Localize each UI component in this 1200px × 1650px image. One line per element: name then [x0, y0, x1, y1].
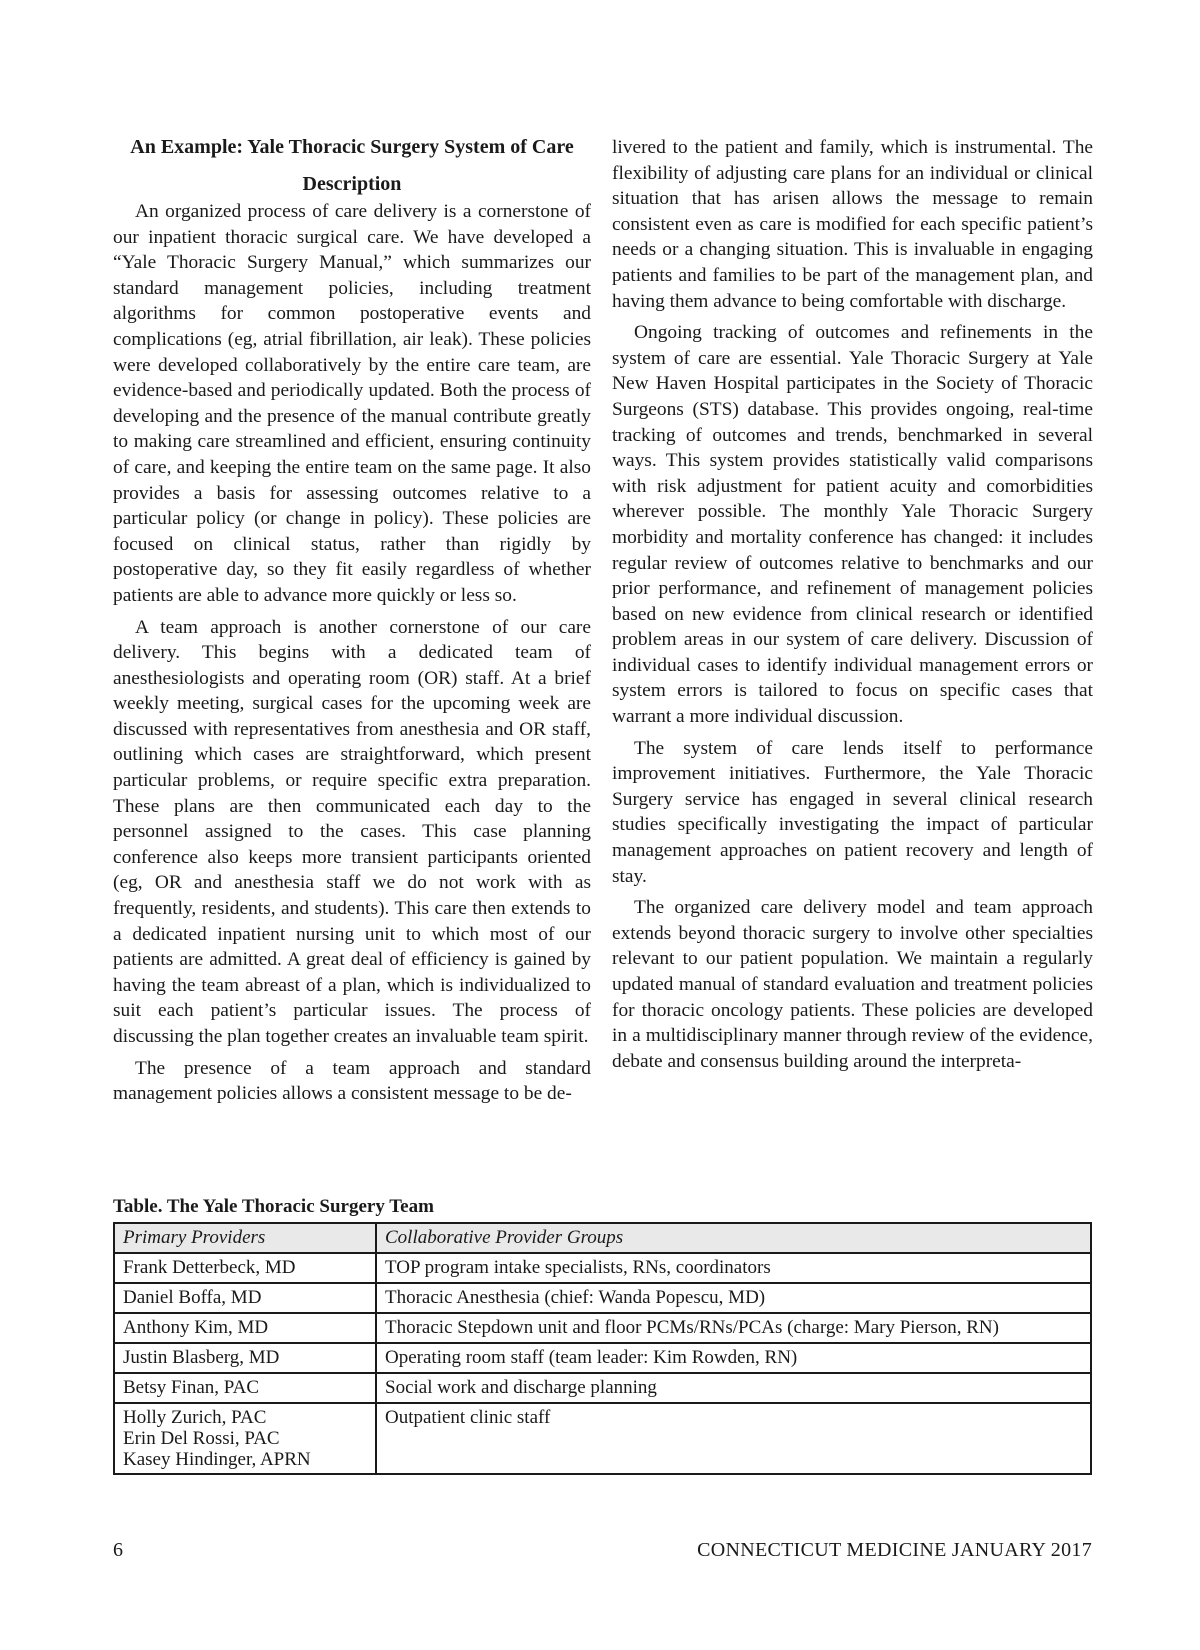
- paragraph: Ongoing tracking of outcomes and refinements in the system of care are essential. Yale Thoracic Surgery at Yale New Haven Hospital participates in the Society of Thoracic Surgeons (STS) database. This provides ongoing, real-time tracking of outcomes and trends, benchmarked in several ways. This system provides statistically valid comparisons with risk adjustment for patient acuity and comorbidities wherever possible. The monthly Yale Thoracic Surgery morbidity and mortality conference has changed: it includes regular review of outcomes relative to benchmarks and our prior performance, and refinement of management policies based on new evidence from clinical research or identified problem areas in our system of care delivery. Discussion of individual cases to identify individual management errors or system errors is tailored to focus on specific cases that warrant a more individual discussion.: [612, 322, 1093, 728]
- table-caption: Table. The Yale Thoracic Surgery Team: [113, 1196, 434, 1217]
- table-row: [114, 1403, 1091, 1474]
- provider-name: Erin Del Rossi, PAC: [123, 1428, 280, 1449]
- paragraph: A team approach is another cornerstone of our care delivery. This begins with a dedicated team of anesthesiologists and operating room (OR) staff. At a brief weekly meeting, surgical cases for the upcoming week are discussed with representatives from anesthesia and OR staff, outlining which cases are straightforward, which present particular problems, or require specific extra preparation. These plans are then communicated each day to the personnel assigned to the cases. This case planning conference also keeps more transient participants oriented (eg, OR and anesthesia staff we do not work with as frequently, residents, and students). This care then extends to a dedicated inpatient nursing unit to which most of our patients are admitted. A great deal of efficiency is gained by having the team abreast of a plan, which is individualized to suit each patient’s particular issues. The process of discussing the plan together creates an invaluable team spirit.: [113, 616, 591, 1047]
- running-footer: CONNECTICUT MEDICINE JANUARY 2017: [697, 1539, 1092, 1561]
- table-cell: Daniel Boffa, MD: [114, 1283, 376, 1313]
- table-cell: Thoracic Anesthesia (chief: Wanda Popescu, MD): [376, 1283, 1091, 1313]
- table-cell: TOP program intake specialists, RNs, coordinators: [376, 1253, 1091, 1283]
- table-header-cell: Primary Providers: [114, 1223, 376, 1253]
- left-column: [113, 135, 591, 1107]
- section-heading: An Example: Yale Thoracic Surgery System of Care: [130, 136, 574, 158]
- team-table: [113, 1222, 1092, 1475]
- table-row: [114, 1373, 1091, 1403]
- table-cell: Outpatient clinic staff: [376, 1403, 1091, 1474]
- table-cell: Betsy Finan, PAC: [114, 1373, 376, 1403]
- table-header-row: [114, 1223, 1091, 1253]
- table-cell: Justin Blasberg, MD: [114, 1343, 376, 1373]
- provider-name: Holly Zurich, PAC: [123, 1407, 267, 1428]
- provider-name: Kasey Hindinger, APRN: [123, 1449, 311, 1470]
- table-header-cell: Collaborative Provider Groups: [376, 1223, 1091, 1253]
- table-row: [114, 1343, 1091, 1373]
- paragraph: An organized process of care delivery is a cornerstone of our inpatient thoracic surgical care. We have developed a “Yale Thoracic Surgery Manual,” which summarizes our standard management policies, including treatment algorithms for common postoperative events and complications (eg, atrial fibrillation, air leak). These policies were developed collaboratively by the entire care team, are evidence-based and periodically updated. Both the process of developing and the presence of the manual contribute greatly to making care streamlined and efficient, ensuring continuity of care, and keeping the entire team on the same page. It also provides a basis for assessing outcomes relative to a particular policy (or change in policy). These policies are focused on clinical status, rather than rigidly by postoperative day, so they fit easily regardless of whether patients are able to advance more quickly or less so.: [113, 201, 591, 606]
- table-row: [114, 1313, 1091, 1343]
- table-cell: Thoracic Stepdown unit and floor PCMs/RNs/PCAs (charge: Mary Pierson, RN): [376, 1313, 1091, 1343]
- table-row: [114, 1283, 1091, 1313]
- table-cell: Operating room staff (team leader: Kim Rowden, RN): [376, 1343, 1091, 1373]
- section-subheading: Description: [302, 173, 402, 195]
- page-number: 6: [113, 1539, 123, 1561]
- paragraph: The organized care delivery model and team approach extends beyond thoracic surgery to involve other specialties relevant to our patient population. We maintain a regularly updated manual of standard evaluation and treatment policies for thoracic oncology patients. These policies are developed in a multidisciplinary manner through review of the evidence, debate and consensus building around the interpreta-: [612, 897, 1093, 1072]
- paragraph: The presence of a team approach and standard management policies allows a consistent message to be de-: [113, 1057, 591, 1105]
- paragraph: livered to the patient and family, which is instrumental. The flexibility of adjusting care plans for an individual or clinical situation that has arisen allows the message to remain consistent even as care is modified for each specific patient’s needs or a changing situation. This is invaluable in engaging patients and families to be part of the management plan, and having them advance to being comfortable with discharge.: [612, 137, 1093, 312]
- table-cell: Social work and discharge planning: [376, 1373, 1091, 1403]
- table-row: [114, 1253, 1091, 1283]
- paragraph: The system of care lends itself to performance improvement initiatives. Furthermore, the Yale Thoracic Surgery service has engaged in several clinical research studies specifically investigating the impact of particular management approaches on patient recovery and length of stay.: [612, 737, 1093, 887]
- table-cell: Frank Detterbeck, MD: [114, 1253, 376, 1283]
- table-cell: [114, 1403, 376, 1474]
- table-cell: Anthony Kim, MD: [114, 1313, 376, 1343]
- right-column: [612, 135, 1093, 1074]
